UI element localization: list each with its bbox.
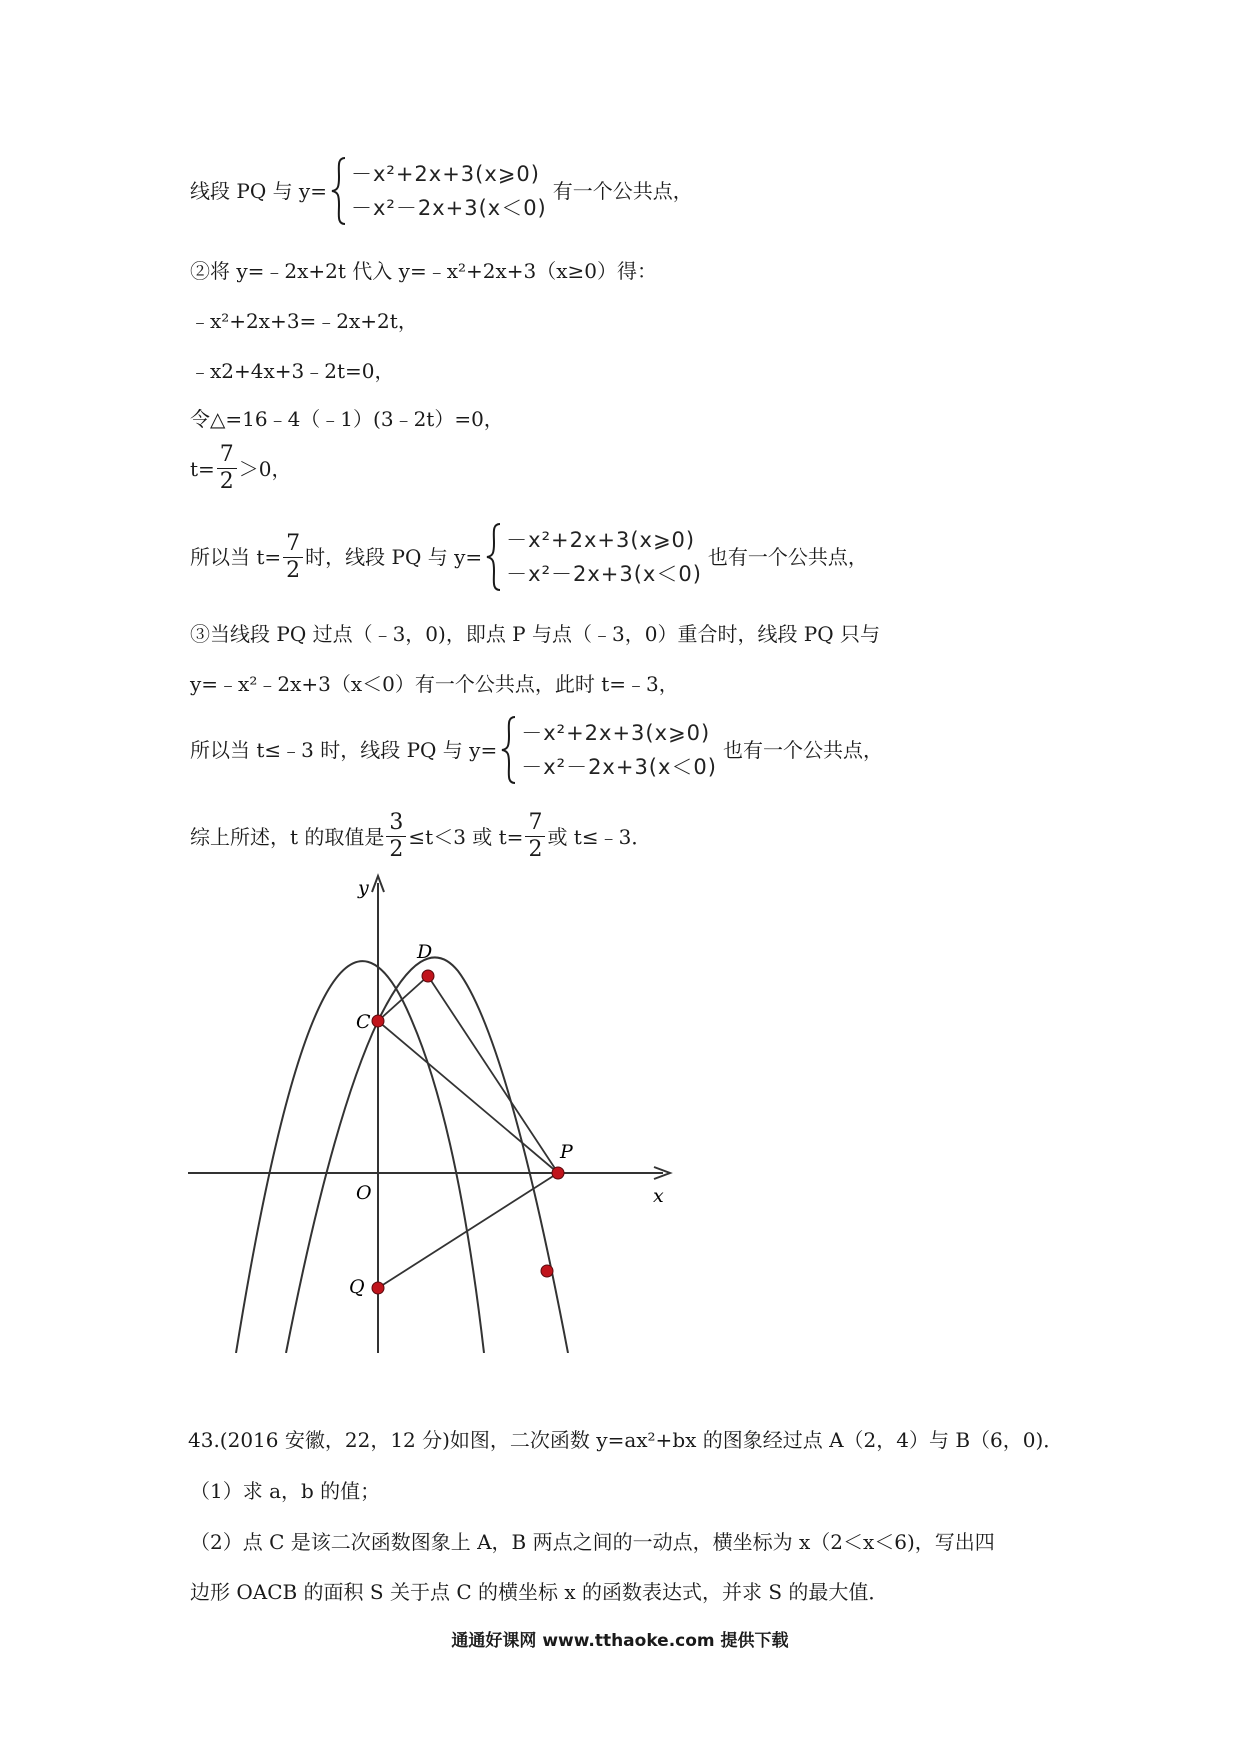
problem-43-part-1: （1）求 a，b 的值； — [190, 1479, 381, 1503]
text: 时，线段 PQ 与 y= — [305, 545, 483, 569]
case-2: －x²－2x+3(x＜0) — [350, 196, 547, 220]
problem-43: 43.(2016 安徽，22，12 分)如图，二次函数 y=ax²+bx 的图象经过点 A（2，4）与 B（6，0)． — [188, 1428, 1064, 1452]
text: t= — [190, 456, 215, 481]
point-on-curve — [541, 1265, 553, 1277]
line-7 — [190, 523, 868, 591]
numerator: 7 — [525, 810, 545, 837]
line-3: ﹣x²+2x+3=﹣2x+2t， — [190, 309, 418, 333]
piecewise-function — [499, 716, 717, 784]
line-11 — [190, 810, 651, 863]
label-p: P — [560, 1141, 573, 1163]
parabola-figure — [188, 868, 678, 1363]
line-5: 令△=16﹣4（﹣1）(3﹣2t）=0， — [190, 407, 504, 431]
label-d: D — [417, 941, 433, 963]
denominator: 2 — [286, 557, 301, 583]
numerator: 7 — [217, 442, 237, 469]
segment-cp — [378, 1021, 558, 1173]
numerator: 3 — [386, 810, 406, 837]
fraction-7-2 — [217, 442, 237, 495]
line-4: ﹣x2+4x+3﹣2t=0， — [190, 359, 395, 383]
segment-cd — [378, 976, 428, 1021]
line-9: y=﹣x²﹣2x+3（x＜0）有一个公共点，此时 t=﹣3， — [190, 672, 679, 696]
text: ≤t＜3 或 t= — [408, 824, 524, 849]
point-p — [552, 1167, 564, 1179]
line-6 — [190, 442, 292, 495]
denominator: 2 — [219, 469, 234, 494]
text: 所以当 t= — [190, 545, 282, 569]
fraction-7-2 — [525, 810, 545, 863]
label-c: C — [356, 1011, 371, 1033]
line-8: ③当线段 PQ 过点（﹣3，0)，即点 P 与点（﹣3，0）重合时，线段 PQ 只与 — [190, 622, 881, 646]
text: 或 t≤﹣3． — [547, 824, 652, 849]
point-q — [372, 1282, 384, 1294]
segment-qp — [378, 1173, 558, 1288]
label-o: O — [356, 1182, 372, 1204]
text: 也有一个公共点， — [707, 545, 868, 569]
footer-source: 通通好课网 www.tthaoke.com 提供下载 — [451, 1631, 789, 1651]
numerator: 7 — [283, 531, 303, 558]
left-brace-icon — [499, 716, 517, 784]
denominator: 2 — [528, 837, 543, 862]
case-1: －x²+2x+3(x⩾0) — [506, 528, 696, 552]
text: ＞0， — [238, 456, 292, 481]
case-1: －x²+2x+3(x⩾0) — [521, 721, 711, 745]
fraction-3-2 — [386, 810, 406, 863]
label-q: Q — [349, 1276, 365, 1298]
text: 也有一个公共点， — [722, 738, 883, 762]
parabola-right — [286, 957, 568, 1353]
text: 有一个公共点， — [552, 179, 693, 203]
point-d — [422, 970, 434, 982]
line-1 — [190, 157, 693, 225]
problem-43-part-2b: 边形 OACB 的面积 S 关于点 C 的横坐标 x 的函数表达式，并求 S 的最大值． — [190, 1580, 889, 1604]
line-10 — [190, 716, 883, 784]
piecewise-function — [484, 523, 702, 591]
left-brace-icon — [329, 157, 347, 225]
problem-43-part-2a: （2）点 C 是该二次函数图象上 A，B 两点之间的一动点，横坐标为 x（2＜x＜6)，写出四 — [190, 1530, 995, 1554]
point-c — [372, 1015, 384, 1027]
fraction-7-2 — [283, 531, 303, 584]
label-x: x — [653, 1185, 664, 1207]
piecewise-function — [329, 157, 547, 225]
label-y: y — [358, 877, 369, 899]
text: 所以当 t≤﹣3 时，线段 PQ 与 y= — [190, 738, 498, 762]
segment-dp — [428, 976, 558, 1173]
text: 综上所述，t 的取值是 — [190, 824, 385, 849]
case-1: －x²+2x+3(x⩾0) — [350, 162, 540, 186]
line-2: ②将 y=﹣2x+2t 代入 y=﹣x²+2x+3（x≥0）得： — [190, 259, 658, 283]
text: 线段 PQ 与 y= — [190, 179, 327, 203]
case-2: －x²－2x+3(x＜0) — [506, 562, 702, 586]
left-brace-icon — [484, 523, 502, 591]
case-2: －x²－2x+3(x＜0) — [521, 755, 717, 779]
denominator: 2 — [389, 837, 404, 862]
